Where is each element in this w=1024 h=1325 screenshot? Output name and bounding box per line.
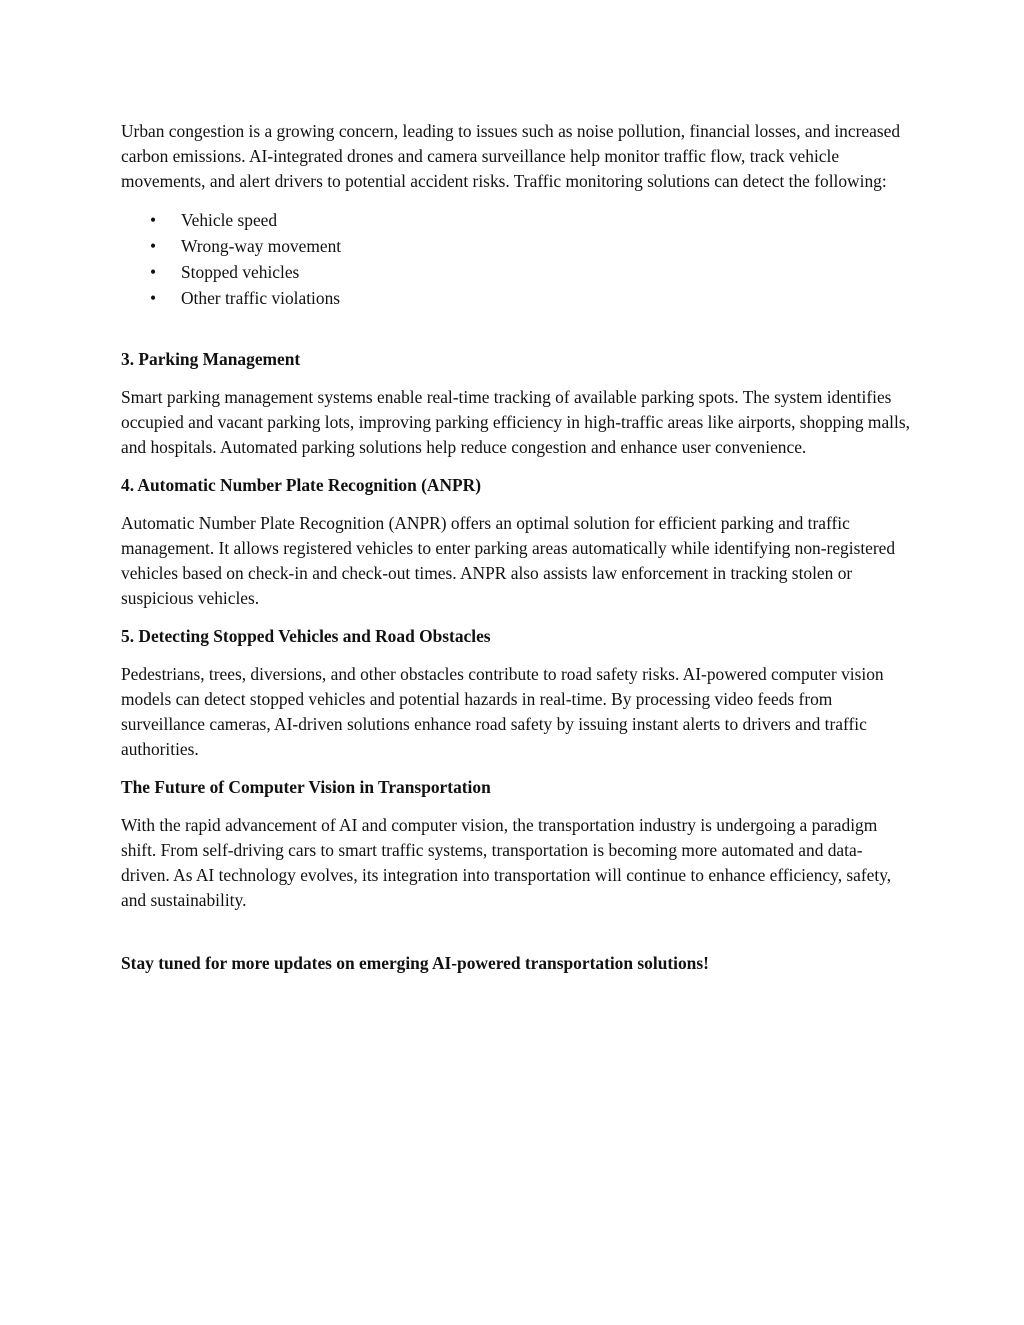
list-item-text: Vehicle speed bbox=[181, 210, 278, 230]
detection-list bbox=[121, 207, 911, 311]
section-heading-parking: 3. Parking Management bbox=[121, 349, 301, 369]
section-body-future: With the rapid advancement of AI and computer vision, the transportation industry is undergoing a paradigm shift. From self-driving cars to smart traffic systems, transportation is becoming more automated and data-driven. As AI technology evolves, its integration into transportation will continue to enhance efficiency, safety, and sustainability. bbox=[121, 815, 892, 910]
list-item-text: Stopped vehicles bbox=[181, 262, 300, 282]
list-item bbox=[121, 207, 911, 233]
list-item bbox=[121, 259, 911, 285]
section-heading-anpr: 4. Automatic Number Plate Recognition (ANPR) bbox=[121, 475, 481, 495]
section-body-parking: Smart parking management systems enable real-time tracking of available parking spots. The system identifies occupied and vacant parking lots, improving parking efficiency in high-traffic areas like airports, shopping malls, and hospitals. Automated parking solutions help reduce congestion and enhance user convenience. bbox=[121, 387, 910, 457]
section-heading-obstacles: 5. Detecting Stopped Vehicles and Road Obstacles bbox=[121, 626, 491, 646]
section-body-obstacles: Pedestrians, trees, diversions, and other obstacles contribute to road safety risks. AI-powered computer vision models can detect stopped vehicles and potential hazards in real-time. By processing video feeds from surveillance cameras, AI-driven solutions enhance road safety by issuing instant alerts to drivers and traffic authorities. bbox=[121, 664, 884, 759]
list-item bbox=[121, 285, 911, 311]
bullet-icon: • bbox=[150, 262, 157, 282]
bullet-icon: • bbox=[150, 288, 157, 308]
section-body-anpr: Automatic Number Plate Recognition (ANPR) offers an optimal solution for efficient parking and traffic management. It allows registered vehicles to enter parking areas automatically while identifying non-registered vehicles based on check-in and check-out times. ANPR also assists law enforcement in tracking stolen or suspicious vehicles. bbox=[121, 513, 896, 608]
list-item-text: Wrong-way movement bbox=[181, 236, 342, 256]
list-item bbox=[121, 233, 911, 259]
intro-paragraph: Urban congestion is a growing concern, leading to issues such as noise pollution, financial losses, and increased carbon emissions. AI-integrated drones and camera surveillance help monitor traffic flow, track vehicle movements, and alert drivers to potential accident risks. Traffic monitoring solutions can detect the following: bbox=[121, 121, 901, 191]
closing-statement: Stay tuned for more updates on emerging AI-powered transportation solutions! bbox=[121, 953, 709, 973]
section-heading-future: The Future of Computer Vision in Transportation bbox=[121, 777, 491, 797]
document-page bbox=[121, 119, 911, 976]
list-item-text: Other traffic violations bbox=[181, 288, 341, 308]
bullet-icon: • bbox=[150, 236, 157, 256]
bullet-icon: • bbox=[150, 210, 157, 230]
